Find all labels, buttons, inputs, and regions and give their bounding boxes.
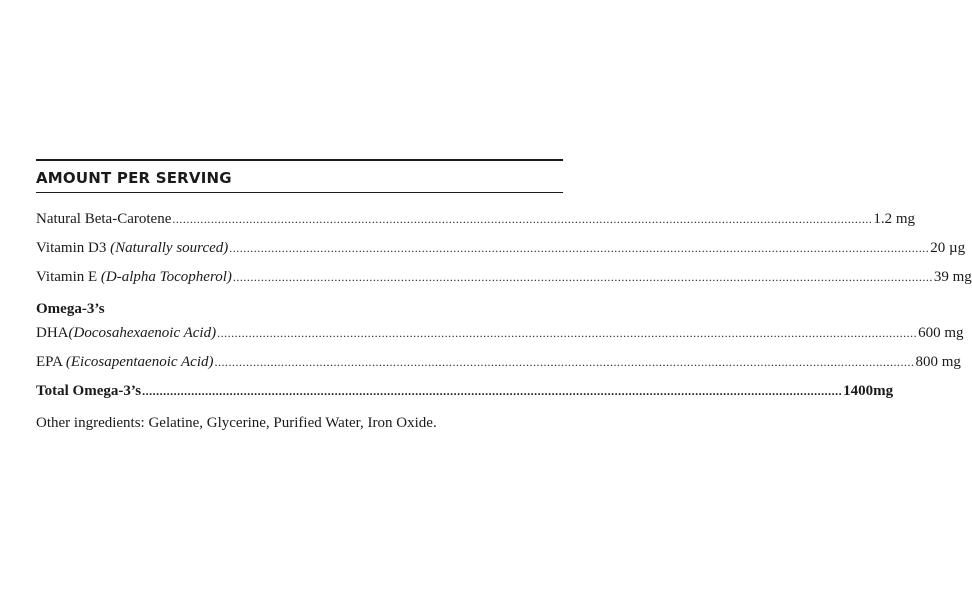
total-row [36,381,894,410]
leader-dots: ........................................................................................................................................................................................................ [229,241,930,255]
ingredient-name: EPA (Eicosapentaenoic Acid) [36,354,214,370]
ingredient-amount: 1.2 mg [873,211,916,227]
ingredient-row [36,238,966,267]
omega-group-label: Omega-3’s [36,301,105,317]
leader-dots: ........................................................................................................................................................................................................ [217,326,918,340]
leader-dots: ........................................................................................................................................................................................................ [214,355,915,369]
leader-dots: ........................................................................................................................................................................................................ [232,270,933,284]
total-amount: 1400mg [843,383,894,399]
ingredient-row [36,352,961,381]
other-ingredients: Other ingredients: Gelatine, Glycerine, Purified Water, Iron Oxide. [36,415,437,431]
leader-dots: ........................................................................................................................................................................................................ [142,384,843,398]
ingredient-row [36,323,964,352]
ingredient-name: Natural Beta-Carotene [36,211,172,227]
total-name: Total Omega-3’s [36,383,142,399]
panel-heading: AMOUNT PER SERVING [36,169,232,187]
ingredient-amount: 20 µg [930,240,966,256]
ingredient-amount: 800 mg [915,354,961,370]
ingredient-name: Vitamin E (D-alpha Tocopherol) [36,269,232,285]
ingredient-amount: 39 mg [933,269,972,285]
ingredient-row [36,267,972,296]
ingredient-name: Vitamin D3 (Naturally sourced) [36,240,229,256]
ingredient-amount: 600 mg [918,325,964,341]
ingredient-row [36,209,916,238]
ingredient-name: DHA(Docosahexaenoic Acid) [36,325,217,341]
leader-dots: ........................................................................................................................................................................................................ [172,212,873,226]
nutrition-panel [36,159,972,433]
ingredient-list [36,193,972,433]
